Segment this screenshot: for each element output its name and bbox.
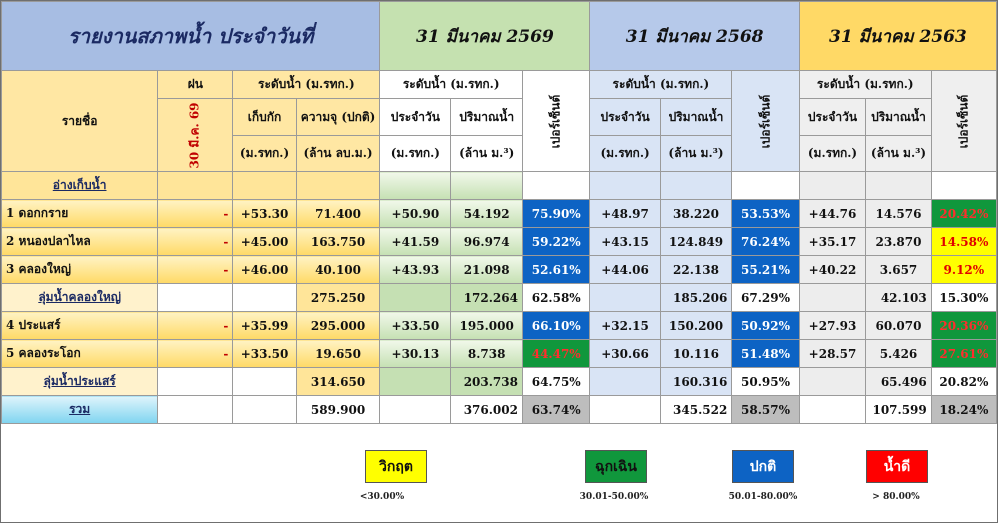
percent-2568: 50.92%: [732, 312, 799, 340]
level-header-2569: ระดับน้ำ (ม.รทก.): [380, 71, 523, 99]
volume-2563: 65.496: [866, 368, 932, 396]
percent-2563: 15.30%: [931, 284, 996, 312]
level-header-base: ระดับน้ำ (ม.รทก.): [233, 71, 380, 99]
capacity-value: 19.650: [296, 340, 380, 368]
basin-khlong-yai-link[interactable]: ลุ่มน้ำคลองใหญ่: [2, 284, 158, 312]
table-row: [2, 340, 997, 368]
percent-total-2568: 58.57%: [732, 396, 799, 424]
percent-2568: 50.95%: [732, 368, 799, 396]
legend-normal-range: 50.01-80.00%: [728, 492, 798, 502]
total-link[interactable]: รวม: [2, 396, 158, 424]
section-row-reservoir: [2, 172, 997, 200]
percent-2563: 14.58%: [931, 228, 996, 256]
volume-header-2568: ปริมาณน้ำ: [660, 99, 732, 136]
reservoir-name: 1 ดอกกราย: [2, 200, 158, 228]
daily-level-2569: +41.59: [380, 228, 451, 256]
daily-unit-2568: (ม.รทก.): [590, 136, 660, 172]
daily-level-2568: +30.66: [590, 340, 660, 368]
date-2563-header: 31 มีนาคม 2563: [799, 2, 996, 71]
total-row: [2, 396, 997, 424]
percent-2569: 66.10%: [522, 312, 589, 340]
storage-level: +45.00: [233, 228, 296, 256]
storage-level: +33.50: [233, 340, 296, 368]
capacity-unit: (ล้าน ลบ.ม.): [296, 136, 380, 172]
percent-2568: 67.29%: [732, 284, 799, 312]
volume-2569: 203.738: [451, 368, 523, 396]
percent-header-2568: เปอร์เซ็นต์: [732, 71, 799, 172]
percent-2563: 9.12%: [931, 256, 996, 284]
legend-critical-range: <30.00%: [359, 492, 405, 502]
percent-2568: 51.48%: [732, 340, 799, 368]
percent-2569: 44.47%: [522, 340, 589, 368]
volume-2563: 23.870: [866, 228, 932, 256]
level-header-2568: ระดับน้ำ (ม.รทก.): [590, 71, 732, 99]
volume-2569: 96.974: [451, 228, 523, 256]
percent-2568: 55.21%: [732, 256, 799, 284]
volume-2563: 5.426: [866, 340, 932, 368]
name-header: รายชื่อ: [2, 71, 158, 172]
percent-2568: 76.24%: [732, 228, 799, 256]
storage-level: +35.99: [233, 312, 296, 340]
percent-total-2563: 18.24%: [931, 396, 996, 424]
legend-emergency-box: ฉุกเฉิน: [585, 450, 647, 483]
header-row-1: [2, 71, 997, 99]
reservoir-name: 2 หนองปลาไหล: [2, 228, 158, 256]
table-row: [2, 312, 997, 340]
volume-2568: 38.220: [660, 200, 732, 228]
volume-total-2569: 376.002: [451, 396, 523, 424]
reservoir-name: 5 คลองระโอก: [2, 340, 158, 368]
rain-header: ฝน: [158, 71, 233, 99]
percent-2569: 59.22%: [522, 228, 589, 256]
volume-2569: 195.000: [451, 312, 523, 340]
daily-level-2568: +43.15: [590, 228, 660, 256]
daily-header-2569: ประจำวัน: [380, 99, 451, 136]
daily-level-2568: +48.97: [590, 200, 660, 228]
volume-2568: 150.200: [660, 312, 732, 340]
storage-level: +46.00: [233, 256, 296, 284]
subtotal-row: [2, 368, 997, 396]
daily-header-2568: ประจำวัน: [590, 99, 660, 136]
daily-level-2563: +35.17: [799, 228, 865, 256]
capacity-value: 275.250: [296, 284, 380, 312]
percent-2563: 20.36%: [931, 312, 996, 340]
daily-level-2568: +32.15: [590, 312, 660, 340]
rain-value: -: [158, 228, 233, 256]
volume-2563: 42.103: [866, 284, 932, 312]
capacity-value: 163.750: [296, 228, 380, 256]
volume-2569: 54.192: [451, 200, 523, 228]
percent-2563: 27.61%: [931, 340, 996, 368]
table-row: [2, 228, 997, 256]
reservoir-name: 4 ประแสร์: [2, 312, 158, 340]
rain-value: -: [158, 200, 233, 228]
storage-header: เก็บกัก: [233, 99, 296, 136]
volume-2569: 21.098: [451, 256, 523, 284]
percent-2569: 62.58%: [522, 284, 589, 312]
percent-header-2569: เปอร์เซ็นต์: [522, 71, 589, 172]
daily-level-2563: +28.57: [799, 340, 865, 368]
percent-2569: 52.61%: [522, 256, 589, 284]
volume-2568: 10.116: [660, 340, 732, 368]
volume-2568: 124.849: [660, 228, 732, 256]
volume-total-2563: 107.599: [866, 396, 932, 424]
volume-header-2569: ปริมาณน้ำ: [451, 99, 523, 136]
capacity-value: 71.400: [296, 200, 380, 228]
volume-unit-2569: (ล้าน ม.³): [451, 136, 523, 172]
daily-level-2569: +50.90: [380, 200, 451, 228]
storage-unit: (ม.รทก.): [233, 136, 296, 172]
volume-unit-2563: (ล้าน ม.³): [866, 136, 932, 172]
volume-total-2568: 345.522: [660, 396, 732, 424]
daily-level-2563: +27.93: [799, 312, 865, 340]
volume-2568: 185.206: [660, 284, 732, 312]
table-row: [2, 200, 997, 228]
daily-level-2569: +33.50: [380, 312, 451, 340]
percent-2568: 53.53%: [732, 200, 799, 228]
volume-2563: 14.576: [866, 200, 932, 228]
legend-critical-box: วิกฤต: [365, 450, 427, 483]
daily-header-2563: ประจำวัน: [799, 99, 865, 136]
daily-level-2569: +43.93: [380, 256, 451, 284]
rain-value: -: [158, 256, 233, 284]
rain-date-header: 30 มี.ค. 69: [158, 99, 233, 172]
capacity-total: 589.900: [296, 396, 380, 424]
volume-2568: 160.316: [660, 368, 732, 396]
volume-2569: 8.738: [451, 340, 523, 368]
capacity-header: ความจุ (ปกติ): [296, 99, 380, 136]
water-status-table: [1, 1, 997, 424]
daily-level-2563: +44.76: [799, 200, 865, 228]
legend-emergency-range: 30.01-50.00%: [579, 492, 649, 502]
reservoir-section-link[interactable]: อ่างเก็บน้ำ: [2, 172, 158, 200]
basin-prasae-link[interactable]: ลุ่มน้ำประแสร์: [2, 368, 158, 396]
report-title: รายงานสภาพน้ำ ประจำวันที่: [2, 2, 380, 71]
daily-unit-2563: (ม.รทก.): [799, 136, 865, 172]
volume-2569: 172.264: [451, 284, 523, 312]
capacity-value: 314.650: [296, 368, 380, 396]
table-row: [2, 256, 997, 284]
percent-2569: 75.90%: [522, 200, 589, 228]
rain-value: -: [158, 312, 233, 340]
storage-level: +53.30: [233, 200, 296, 228]
capacity-value: 295.000: [296, 312, 380, 340]
reservoir-name: 3 คลองใหญ่: [2, 256, 158, 284]
legend-good-box: น้ำดี: [866, 450, 928, 483]
daily-unit-2569: (ม.รทก.): [380, 136, 451, 172]
percent-header-2563: เปอร์เซ็นต์: [931, 71, 996, 172]
subtotal-row: [2, 284, 997, 312]
percent-2563: 20.82%: [931, 368, 996, 396]
date-2568-header: 31 มีนาคม 2568: [590, 2, 799, 71]
title-row: [2, 2, 997, 71]
daily-level-2569: +30.13: [380, 340, 451, 368]
date-2569-header: 31 มีนาคม 2569: [380, 2, 590, 71]
rain-value: -: [158, 340, 233, 368]
percent-2563: 20.42%: [931, 200, 996, 228]
daily-level-2563: +40.22: [799, 256, 865, 284]
legend-good-range: > 80.00%: [872, 492, 920, 502]
volume-2563: 3.657: [866, 256, 932, 284]
volume-unit-2568: (ล้าน ม.³): [660, 136, 732, 172]
daily-level-2568: +44.06: [590, 256, 660, 284]
percent-2569: 64.75%: [522, 368, 589, 396]
percent-total-2569: 63.74%: [522, 396, 589, 424]
volume-2563: 60.070: [866, 312, 932, 340]
volume-2568: 22.138: [660, 256, 732, 284]
level-header-2563: ระดับน้ำ (ม.รทก.): [799, 71, 931, 99]
volume-header-2563: ปริมาณน้ำ: [866, 99, 932, 136]
legend-normal-box: ปกติ: [732, 450, 794, 483]
capacity-value: 40.100: [296, 256, 380, 284]
